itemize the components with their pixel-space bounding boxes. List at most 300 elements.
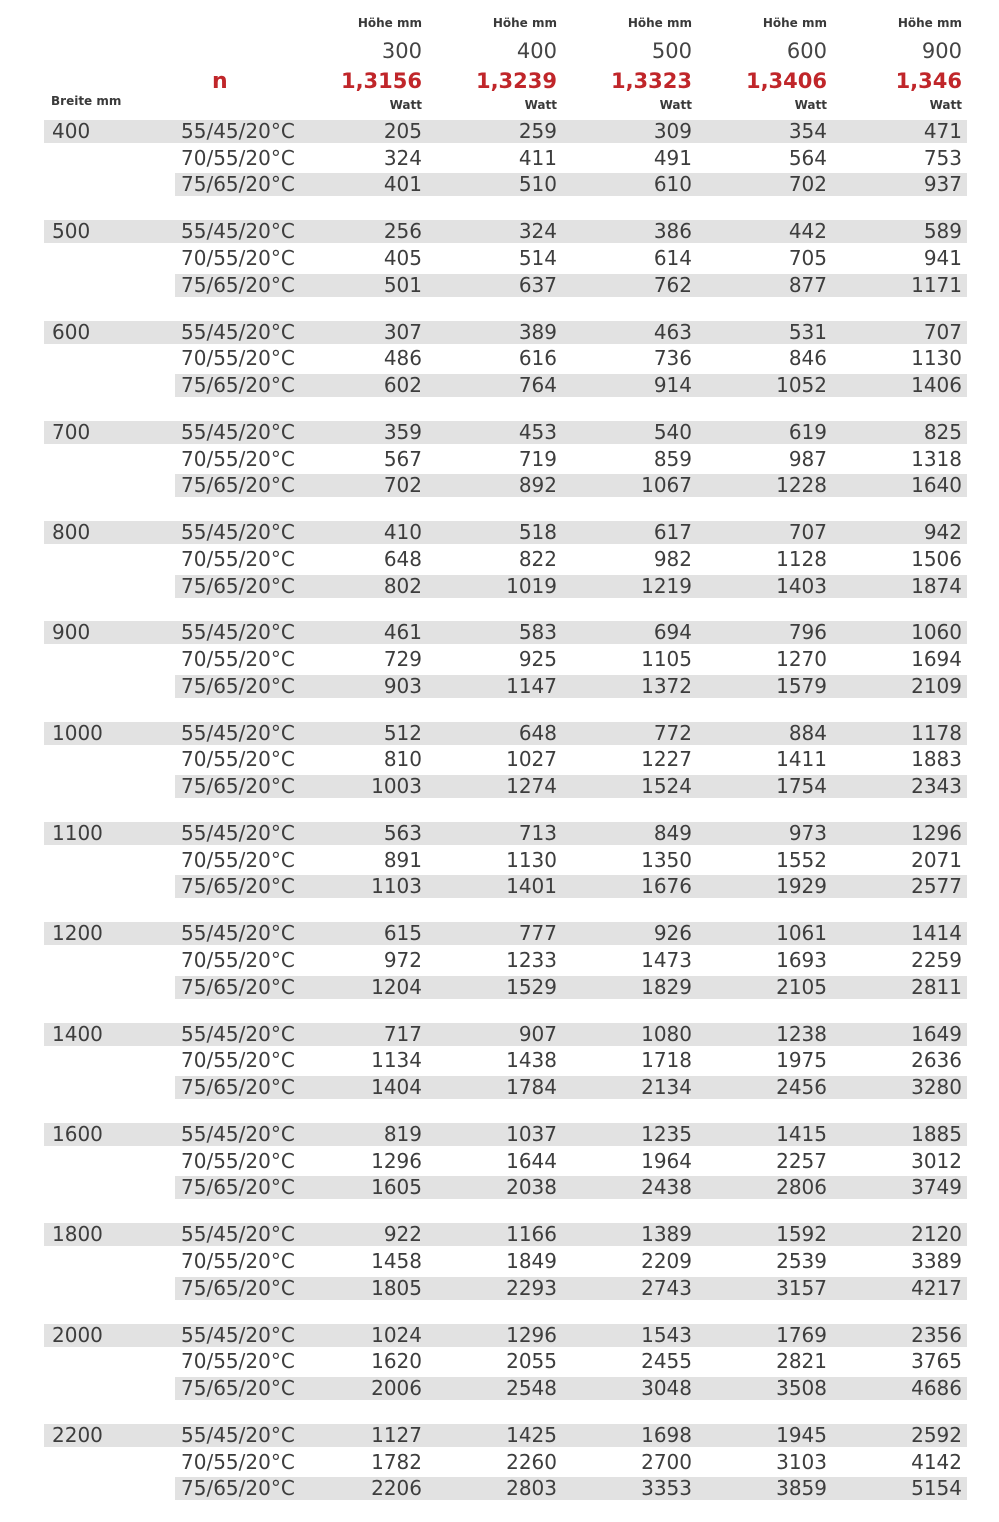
table-row xyxy=(0,372,999,399)
temperature-condition: 55/45/20°C xyxy=(181,821,295,846)
table-row xyxy=(0,546,999,573)
watt-cell: 540 xyxy=(653,419,692,444)
table-row xyxy=(0,519,999,546)
watt-cell: 1754 xyxy=(776,774,827,799)
watt-cell: 1945 xyxy=(776,1422,827,1447)
width-value: 1400 xyxy=(52,1021,103,1046)
watt-cell: 637 xyxy=(518,272,557,297)
watt-cell: 510 xyxy=(518,172,557,197)
watt-cell: 1027 xyxy=(506,747,557,772)
watt-cell: 717 xyxy=(383,1021,422,1046)
temperature-condition: 75/65/20°C xyxy=(181,1375,295,1400)
width-group xyxy=(0,118,999,218)
watt-cell: 411 xyxy=(518,145,557,170)
table-row xyxy=(0,319,999,346)
table-row xyxy=(0,1121,999,1148)
temperature-condition: 70/55/20°C xyxy=(181,647,295,672)
watt-cell: 707 xyxy=(788,520,827,545)
watt-cell: 2105 xyxy=(776,974,827,999)
temperature-condition: 75/65/20°C xyxy=(181,573,295,598)
watt-cell: 486 xyxy=(383,346,422,371)
table-row xyxy=(0,1475,999,1502)
table-row xyxy=(0,218,999,245)
watt-cell: 2743 xyxy=(641,1275,692,1300)
watt-cell: 1975 xyxy=(776,1048,827,1073)
watt-cell: 972 xyxy=(383,948,422,973)
height-value: 600 xyxy=(786,39,827,63)
watt-cell: 1784 xyxy=(506,1075,557,1100)
temperature-condition: 55/45/20°C xyxy=(181,1322,295,1347)
width-value: 600 xyxy=(52,319,91,344)
watt-cell: 1874 xyxy=(911,573,962,598)
watt-cell: 616 xyxy=(518,346,557,371)
watt-cell: 2259 xyxy=(911,948,962,973)
hoehe-label: Höhe mm xyxy=(357,16,422,30)
watt-cell: 1649 xyxy=(911,1021,962,1046)
width-value: 1800 xyxy=(52,1222,103,1247)
watt-cell: 1829 xyxy=(641,974,692,999)
watt-cell: 764 xyxy=(518,372,557,397)
watt-label: Watt xyxy=(524,98,557,112)
watt-cell: 941 xyxy=(923,245,962,270)
width-value: 1200 xyxy=(52,921,103,946)
watt-cell: 1805 xyxy=(371,1275,422,1300)
temperature-condition: 75/65/20°C xyxy=(181,172,295,197)
watt-cell: 518 xyxy=(518,520,557,545)
watt-cell: 1350 xyxy=(641,847,692,872)
watt-cell: 2539 xyxy=(776,1248,827,1273)
watt-cell: 987 xyxy=(788,446,827,471)
watt-cell: 982 xyxy=(653,546,692,571)
width-group xyxy=(0,820,999,920)
temperature-condition: 55/45/20°C xyxy=(181,319,295,344)
width-group xyxy=(0,619,999,719)
watt-cell: 564 xyxy=(788,145,827,170)
n-exponent-label: n xyxy=(212,69,228,94)
watt-cell: 512 xyxy=(383,720,422,745)
watt-cell: 256 xyxy=(383,219,422,244)
watt-cell: 1964 xyxy=(641,1148,692,1173)
watt-cell: 1080 xyxy=(641,1021,692,1046)
watt-cell: 914 xyxy=(653,372,692,397)
watt-cell: 877 xyxy=(788,272,827,297)
watt-cell: 307 xyxy=(383,319,422,344)
temperature-condition: 55/45/20°C xyxy=(181,1121,295,1146)
watt-cell: 973 xyxy=(788,821,827,846)
watt-cell: 1415 xyxy=(776,1121,827,1146)
watt-cell: 2577 xyxy=(911,874,962,899)
watt-cell: 2636 xyxy=(911,1048,962,1073)
watt-cell: 1060 xyxy=(911,620,962,645)
watt-cell: 1929 xyxy=(776,874,827,899)
table-row xyxy=(0,1074,999,1101)
table-row xyxy=(0,272,999,299)
watt-cell: 729 xyxy=(383,647,422,672)
temperature-condition: 70/55/20°C xyxy=(181,948,295,973)
watt-cell: 3280 xyxy=(911,1075,962,1100)
temperature-condition: 55/45/20°C xyxy=(181,419,295,444)
breite-label: Breite mm xyxy=(51,94,122,108)
watt-cell: 648 xyxy=(518,720,557,745)
watt-cell: 1473 xyxy=(641,948,692,973)
table-row xyxy=(0,746,999,773)
watt-cell: 1270 xyxy=(776,647,827,672)
watt-cell: 583 xyxy=(518,620,557,645)
watt-cell: 1579 xyxy=(776,673,827,698)
watt-cell: 810 xyxy=(383,747,422,772)
watt-cell: 2456 xyxy=(776,1075,827,1100)
watt-cell: 324 xyxy=(518,219,557,244)
watt-cell: 1296 xyxy=(506,1322,557,1347)
watt-cell: 736 xyxy=(653,346,692,371)
watt-cell: 849 xyxy=(653,821,692,846)
watt-cell: 514 xyxy=(518,245,557,270)
temperature-condition: 75/65/20°C xyxy=(181,1175,295,1200)
watt-cell: 884 xyxy=(788,720,827,745)
watt-cell: 205 xyxy=(383,119,422,143)
height-value: 500 xyxy=(651,39,692,63)
temperature-condition: 70/55/20°C xyxy=(181,245,295,270)
watt-cell: 922 xyxy=(383,1222,422,1247)
table-row xyxy=(0,1348,999,1375)
height-value: 300 xyxy=(381,39,422,63)
watt-cell: 705 xyxy=(788,245,827,270)
watt-cell: 602 xyxy=(383,372,422,397)
width-group xyxy=(0,519,999,619)
hoehe-label: Höhe mm xyxy=(897,16,962,30)
watt-label: Watt xyxy=(929,98,962,112)
watt-cell: 1003 xyxy=(371,774,422,799)
temperature-condition: 70/55/20°C xyxy=(181,1349,295,1374)
watt-cell: 1644 xyxy=(506,1148,557,1173)
watt-cell: 1403 xyxy=(776,573,827,598)
table-row xyxy=(0,1248,999,1275)
temperature-condition: 55/45/20°C xyxy=(181,219,295,244)
watt-cell: 1693 xyxy=(776,948,827,973)
watt-cell: 501 xyxy=(383,272,422,297)
watt-cell: 2700 xyxy=(641,1449,692,1474)
height-value: 900 xyxy=(921,39,962,63)
watt-cell: 1166 xyxy=(506,1222,557,1247)
watt-cell: 1769 xyxy=(776,1322,827,1347)
watt-cell: 1676 xyxy=(641,874,692,899)
watt-cell: 3353 xyxy=(641,1476,692,1501)
watt-cell: 610 xyxy=(653,172,692,197)
watt-cell: 1233 xyxy=(506,948,557,973)
watt-cell: 1318 xyxy=(911,446,962,471)
watt-cell: 354 xyxy=(788,119,827,143)
n-value: 1,3323 xyxy=(610,69,692,93)
watt-cell: 2055 xyxy=(506,1349,557,1374)
temperature-condition: 75/65/20°C xyxy=(181,272,295,297)
watt-cell: 1438 xyxy=(506,1048,557,1073)
watt-cell: 1296 xyxy=(371,1148,422,1173)
watt-cell: 3157 xyxy=(776,1275,827,1300)
watt-cell: 1274 xyxy=(506,774,557,799)
width-value: 2000 xyxy=(52,1322,103,1347)
watt-cell: 1718 xyxy=(641,1048,692,1073)
watt-cell: 389 xyxy=(518,319,557,344)
hoehe-label: Höhe mm xyxy=(627,16,692,30)
width-value: 900 xyxy=(52,620,91,645)
watt-cell: 2293 xyxy=(506,1275,557,1300)
watt-cell: 753 xyxy=(923,145,962,170)
temperature-condition: 70/55/20°C xyxy=(181,1248,295,1273)
table-row xyxy=(0,1322,999,1349)
watt-cell: 1552 xyxy=(776,847,827,872)
watt-cell: 3508 xyxy=(776,1375,827,1400)
width-value: 500 xyxy=(52,219,91,244)
watt-cell: 614 xyxy=(653,245,692,270)
watt-cell: 531 xyxy=(788,319,827,344)
watt-cell: 1401 xyxy=(506,874,557,899)
watt-cell: 707 xyxy=(923,319,962,344)
watt-cell: 702 xyxy=(383,473,422,498)
watt-cell: 1105 xyxy=(641,647,692,672)
watt-cell: 846 xyxy=(788,346,827,371)
watt-cell: 2209 xyxy=(641,1248,692,1273)
watt-cell: 309 xyxy=(653,119,692,143)
table-row xyxy=(0,920,999,947)
width-value: 1100 xyxy=(52,821,103,846)
temperature-condition: 70/55/20°C xyxy=(181,546,295,571)
width-value: 1000 xyxy=(52,720,103,745)
watt-cell: 2120 xyxy=(911,1222,962,1247)
watt-cell: 777 xyxy=(518,921,557,946)
width-group xyxy=(0,218,999,318)
watt-cell: 891 xyxy=(383,847,422,872)
watt-cell: 1219 xyxy=(641,573,692,598)
watt-cell: 1228 xyxy=(776,473,827,498)
watt-cell: 3765 xyxy=(911,1349,962,1374)
watt-cell: 1147 xyxy=(506,673,557,698)
temperature-condition: 55/45/20°C xyxy=(181,1422,295,1447)
watt-table-body xyxy=(0,118,999,1522)
temperature-condition: 75/65/20°C xyxy=(181,1075,295,1100)
watt-cell: 2803 xyxy=(506,1476,557,1501)
watt-cell: 1543 xyxy=(641,1322,692,1347)
watt-cell: 719 xyxy=(518,446,557,471)
watt-cell: 1605 xyxy=(371,1175,422,1200)
watt-cell: 589 xyxy=(923,219,962,244)
n-value: 1,3156 xyxy=(340,69,422,93)
table-row xyxy=(0,673,999,700)
watt-cell: 1592 xyxy=(776,1222,827,1247)
temperature-condition: 55/45/20°C xyxy=(181,620,295,645)
watt-cell: 1130 xyxy=(911,346,962,371)
watt-cell: 1171 xyxy=(911,272,962,297)
width-group xyxy=(0,1021,999,1121)
watt-cell: 2038 xyxy=(506,1175,557,1200)
table-row xyxy=(0,1047,999,1074)
watt-cell: 2109 xyxy=(911,673,962,698)
width-value: 400 xyxy=(52,119,91,143)
table-row xyxy=(0,573,999,600)
temperature-condition: 70/55/20°C xyxy=(181,145,295,170)
watt-cell: 3389 xyxy=(911,1248,962,1273)
table-row xyxy=(0,446,999,473)
watt-cell: 453 xyxy=(518,419,557,444)
watt-cell: 1414 xyxy=(911,921,962,946)
temperature-condition: 70/55/20°C xyxy=(181,1449,295,1474)
watt-cell: 1227 xyxy=(641,747,692,772)
watt-cell: 324 xyxy=(383,145,422,170)
table-row xyxy=(0,619,999,646)
table-row xyxy=(0,245,999,272)
table-row xyxy=(0,1148,999,1175)
watt-cell: 4686 xyxy=(911,1375,962,1400)
table-row xyxy=(0,1422,999,1449)
width-group xyxy=(0,920,999,1020)
table-row xyxy=(0,472,999,499)
table-row xyxy=(0,1021,999,1048)
n-value: 1,346 xyxy=(895,69,962,93)
watt-cell: 410 xyxy=(383,520,422,545)
watt-label: Watt xyxy=(794,98,827,112)
watt-cell: 648 xyxy=(383,546,422,571)
hoehe-label: Höhe mm xyxy=(492,16,557,30)
watt-cell: 2438 xyxy=(641,1175,692,1200)
watt-cell: 567 xyxy=(383,446,422,471)
watt-cell: 5154 xyxy=(911,1476,962,1501)
watt-cell: 1178 xyxy=(911,720,962,745)
table-row xyxy=(0,145,999,172)
watt-cell: 4217 xyxy=(911,1275,962,1300)
watt-cell: 1694 xyxy=(911,647,962,672)
watt-cell: 822 xyxy=(518,546,557,571)
watt-cell: 772 xyxy=(653,720,692,745)
table-row xyxy=(0,873,999,900)
width-group xyxy=(0,1221,999,1321)
watt-cell: 1506 xyxy=(911,546,962,571)
temperature-condition: 70/55/20°C xyxy=(181,446,295,471)
temperature-condition: 55/45/20°C xyxy=(181,119,295,143)
watt-cell: 903 xyxy=(383,673,422,698)
table-row xyxy=(0,820,999,847)
watt-cell: 2134 xyxy=(641,1075,692,1100)
watt-cell: 1296 xyxy=(911,821,962,846)
watt-cell: 713 xyxy=(518,821,557,846)
watt-cell: 942 xyxy=(923,520,962,545)
watt-cell: 694 xyxy=(653,620,692,645)
watt-cell: 2811 xyxy=(911,974,962,999)
temperature-condition: 70/55/20°C xyxy=(181,847,295,872)
watt-cell: 471 xyxy=(923,119,962,143)
watt-cell: 937 xyxy=(923,172,962,197)
watt-cell: 2071 xyxy=(911,847,962,872)
watt-cell: 892 xyxy=(518,473,557,498)
watt-cell: 401 xyxy=(383,172,422,197)
table-row xyxy=(0,646,999,673)
watt-cell: 1406 xyxy=(911,372,962,397)
watt-cell: 3103 xyxy=(776,1449,827,1474)
watt-cell: 3749 xyxy=(911,1175,962,1200)
watt-cell: 925 xyxy=(518,647,557,672)
watt-cell: 1524 xyxy=(641,774,692,799)
watt-cell: 1883 xyxy=(911,747,962,772)
watt-cell: 1411 xyxy=(776,747,827,772)
watt-cell: 1238 xyxy=(776,1021,827,1046)
width-value: 800 xyxy=(52,520,91,545)
watt-cell: 1885 xyxy=(911,1121,962,1146)
table-row xyxy=(0,1275,999,1302)
temperature-condition: 55/45/20°C xyxy=(181,520,295,545)
width-group xyxy=(0,720,999,820)
table-row xyxy=(0,1375,999,1402)
watt-cell: 1404 xyxy=(371,1075,422,1100)
temperature-condition: 70/55/20°C xyxy=(181,1148,295,1173)
watt-cell: 796 xyxy=(788,620,827,645)
watt-cell: 1061 xyxy=(776,921,827,946)
watt-cell: 1782 xyxy=(371,1449,422,1474)
watt-cell: 4142 xyxy=(911,1449,962,1474)
watt-cell: 1103 xyxy=(371,874,422,899)
watt-cell: 859 xyxy=(653,446,692,471)
temperature-condition: 75/65/20°C xyxy=(181,1275,295,1300)
watt-cell: 1024 xyxy=(371,1322,422,1347)
height-value: 400 xyxy=(516,39,557,63)
width-value: 1600 xyxy=(52,1121,103,1146)
watt-cell: 3012 xyxy=(911,1148,962,1173)
temperature-condition: 75/65/20°C xyxy=(181,874,295,899)
watt-cell: 1019 xyxy=(506,573,557,598)
watt-cell: 2356 xyxy=(911,1322,962,1347)
watt-cell: 1235 xyxy=(641,1121,692,1146)
watt-cell: 615 xyxy=(383,921,422,946)
watt-cell: 762 xyxy=(653,272,692,297)
watt-cell: 1698 xyxy=(641,1422,692,1447)
watt-cell: 2260 xyxy=(506,1449,557,1474)
watt-cell: 1372 xyxy=(641,673,692,698)
width-group xyxy=(0,419,999,519)
table-row xyxy=(0,720,999,747)
table-row xyxy=(0,419,999,446)
width-group xyxy=(0,1322,999,1422)
watt-cell: 2548 xyxy=(506,1375,557,1400)
watt-cell: 1425 xyxy=(506,1422,557,1447)
watt-cell: 617 xyxy=(653,520,692,545)
temperature-condition: 55/45/20°C xyxy=(181,1021,295,1046)
temperature-condition: 70/55/20°C xyxy=(181,346,295,371)
watt-cell: 2343 xyxy=(911,774,962,799)
watt-cell: 2006 xyxy=(371,1375,422,1400)
watt-cell: 1620 xyxy=(371,1349,422,1374)
watt-cell: 1849 xyxy=(506,1248,557,1273)
table-row xyxy=(0,118,999,145)
table-row xyxy=(0,1221,999,1248)
watt-cell: 1134 xyxy=(371,1048,422,1073)
watt-cell: 2821 xyxy=(776,1349,827,1374)
watt-cell: 1067 xyxy=(641,473,692,498)
watt-cell: 1529 xyxy=(506,974,557,999)
table-row xyxy=(0,1174,999,1201)
watt-cell: 2455 xyxy=(641,1349,692,1374)
table-row xyxy=(0,773,999,800)
watt-cell: 1052 xyxy=(776,372,827,397)
width-group xyxy=(0,319,999,419)
temperature-condition: 55/45/20°C xyxy=(181,921,295,946)
temperature-condition: 75/65/20°C xyxy=(181,1476,295,1501)
watt-cell: 259 xyxy=(518,119,557,143)
watt-label: Watt xyxy=(659,98,692,112)
watt-cell: 907 xyxy=(518,1021,557,1046)
width-group xyxy=(0,1121,999,1221)
temperature-condition: 75/65/20°C xyxy=(181,673,295,698)
width-value: 2200 xyxy=(52,1422,103,1447)
watt-cell: 563 xyxy=(383,821,422,846)
watt-cell: 2257 xyxy=(776,1148,827,1173)
watt-cell: 442 xyxy=(788,219,827,244)
